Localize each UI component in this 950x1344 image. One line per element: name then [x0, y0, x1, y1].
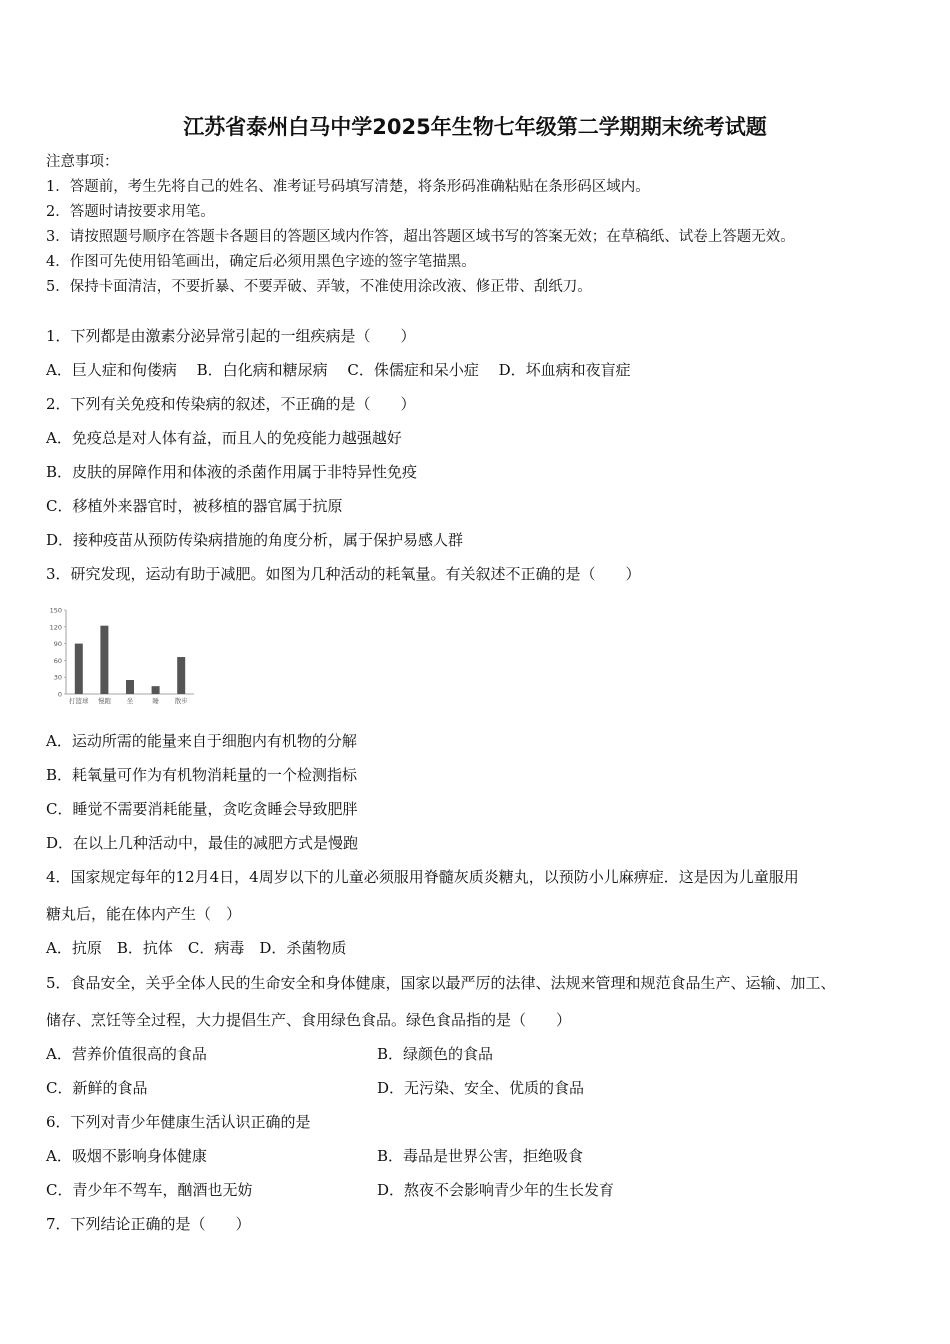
question-6-option-b: B．毒品是世界公害，拒绝吸食 — [377, 1147, 584, 1165]
question-4-stem-line2: 糖丸后，能在体内产生（ ） — [46, 905, 242, 923]
question-6-option-c: C．青少年不驾车，酗酒也无妨 — [46, 1181, 253, 1199]
question-1-stem: 1．下列都是由激素分泌异常引起的一组疾病是（ ） — [46, 327, 416, 345]
question-3-option-a: A．运动所需的能量来自于细胞内有机物的分解 — [46, 732, 357, 750]
question-2-option-d: D．接种疫苗从预防传染病措施的角度分析，属于保护易感人群 — [46, 531, 464, 549]
y-tick-label: 90 — [53, 640, 62, 649]
y-tick-label: 60 — [53, 656, 62, 665]
question-5-stem-line2: 储存、烹饪等全过程，大力提倡生产、食用绿色食品。绿色食品指的是（ ） — [46, 1011, 572, 1029]
x-tick-label: 打篮球 — [69, 697, 89, 705]
x-tick-label: 睡 — [152, 697, 159, 705]
x-tick-label: 坐 — [126, 697, 134, 705]
question-5-option-d: D．无污染、安全、优质的食品 — [377, 1079, 585, 1097]
y-tick-label: 150 — [49, 606, 62, 615]
question-6-option-a: A．吸烟不影响身体健康 — [46, 1147, 207, 1165]
question-3-stem: 3．研究发现，运动有助于减肥。如图为几种活动的耗氧量。有关叙述不正确的是（ ） — [46, 565, 641, 583]
notice-heading: 注意事项： — [46, 154, 119, 170]
notice-item: 1．答题前，考生先将自己的姓名、准考证号码填写清楚，将条形码准确粘贴在条形码区域内。 — [46, 179, 650, 195]
question-3-option-d: D．在以上几种活动中，最佳的减肥方式是慢跑 — [46, 834, 359, 852]
x-tick-label: 慢跑 — [97, 697, 111, 705]
question-3-option-c: C．睡觉不需要消耗能量，贪吃贪睡会导致肥胖 — [46, 800, 358, 818]
question-4-options: A．抗原 B．抗体 C．病毒 D．杀菌物质 — [46, 939, 347, 957]
question-2-option-c: C．移植外来器官时，被移植的器官属于抗原 — [46, 497, 343, 515]
notice-item: 5．保持卡面清洁，不要折暴、不要弄破、弄皱，不准使用涂改液、修正带、刮纸刀。 — [46, 279, 592, 295]
page-title: 江苏省泰州白马中学2025年生物七年级第二学期期末统考试题 — [183, 115, 767, 139]
notice-item: 4．作图可先使用铅笔画出，确定后必须用黑色字迹的签字笔描黑。 — [46, 254, 476, 270]
question-5-stem-line1: 5．食品安全，关乎全体人民的生命安全和身体健康，国家以最严厉的法律、法规来管理和规范食品生产、运输、加工、 — [46, 974, 836, 992]
oxygen-consumption-chart — [44, 604, 204, 710]
chart-svg — [44, 604, 204, 710]
question-5-option-c: C．新鲜的食品 — [46, 1079, 148, 1097]
y-tick-label: 0 — [57, 690, 62, 699]
bar — [126, 680, 134, 694]
question-2-stem: 2．下列有关免疫和传染病的叙述，不正确的是（ ） — [46, 395, 416, 413]
notice-item: 3．请按照题号顺序在答题卡各题目的答题区域内作答，超出答题区域书写的答案无效；在草稿纸、试卷上答题无效。 — [46, 229, 795, 245]
question-1-options: A．巨人症和佝偻病 B．白化病和糖尿病 C．侏儒症和呆小症 D．坏血病和夜盲症 — [46, 361, 631, 379]
question-5-option-a: A．营养价值很高的食品 — [46, 1045, 207, 1063]
question-6-stem: 6．下列对青少年健康生活认识正确的是 — [46, 1113, 311, 1131]
question-7-stem: 7．下列结论正确的是（ ） — [46, 1215, 251, 1233]
bar — [100, 626, 108, 694]
y-tick-label: 30 — [53, 673, 62, 682]
question-2-option-b: B．皮肤的屏障作用和体液的杀菌作用属于非特异性免疫 — [46, 463, 418, 481]
y-tick-label: 120 — [49, 623, 62, 632]
question-3-option-b: B．耗氧量可作为有机物消耗量的一个检测指标 — [46, 766, 358, 784]
x-tick-label: 散步 — [174, 697, 188, 705]
question-2-option-a: A．免疫总是对人体有益，而且人的免疫能力越强越好 — [46, 429, 402, 447]
question-5-option-b: B．绿颜色的食品 — [377, 1045, 494, 1063]
question-6-option-d: D．熬夜不会影响青少年的生长发育 — [377, 1181, 615, 1199]
notice-item: 2．答题时请按要求用笔。 — [46, 204, 215, 220]
question-4-stem-line1: 4．国家规定每年的12月4日，4周岁以下的儿童必须服用脊髓灰质炎糖丸，以预防小儿麻痹症．这是因为儿童服用 — [46, 868, 799, 886]
bar — [177, 657, 185, 694]
bar — [75, 644, 83, 694]
bar — [152, 686, 160, 694]
